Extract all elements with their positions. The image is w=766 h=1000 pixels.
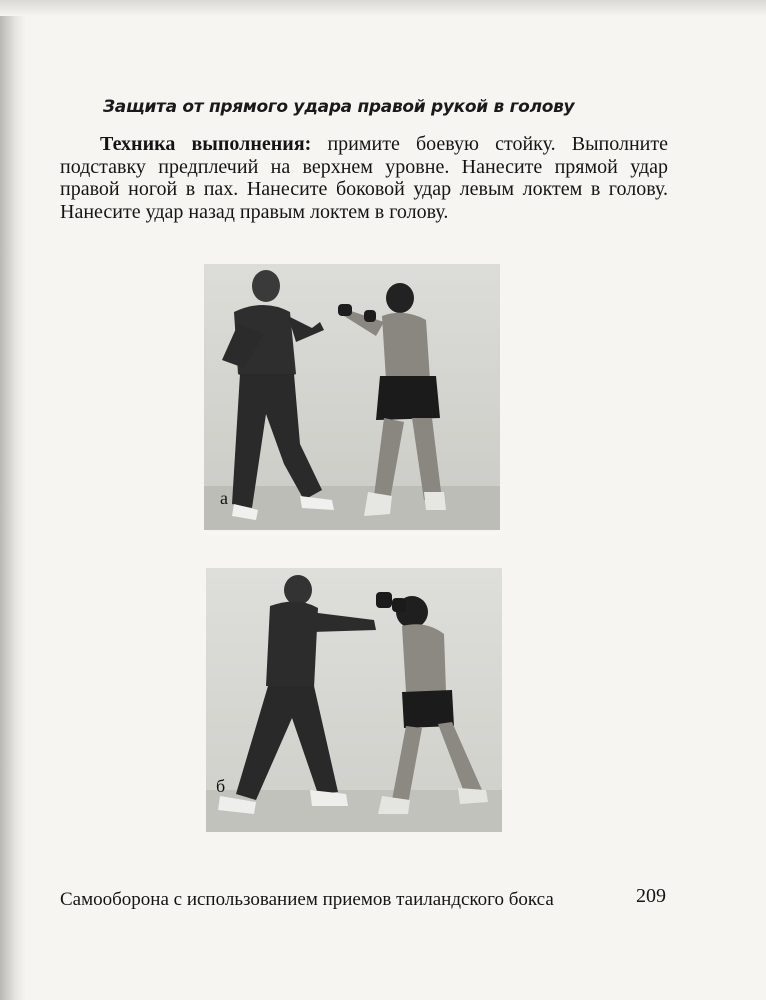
figure-label-a: а [220, 488, 228, 508]
photo-b [206, 568, 502, 832]
photo-a [204, 264, 500, 530]
technique-text: примите боевую стойку. Выполните подставку предплечий на верхнем уровне. Нанесите прямой удар правой ногой в пах. Нанесите боковой удар левым локтем в голову. Нанесите удар назад правым локтем в голову. [60, 133, 668, 223]
page-number: 209 [636, 885, 666, 907]
scan-shadow-top [0, 0, 766, 16]
section-heading: Защита от прямого удара правой рукой в голову [103, 97, 575, 117]
figure-label-b: б [216, 776, 226, 796]
technique-lead: Техника выполнения: [100, 133, 312, 155]
scan-shadow-left [0, 0, 26, 1000]
photo-b-illustration [206, 568, 502, 832]
running-footer-title: Самооборона с использованием приемов таиландского бокса [60, 889, 554, 910]
technique-paragraph [60, 133, 668, 223]
photo-a-illustration [204, 264, 500, 530]
